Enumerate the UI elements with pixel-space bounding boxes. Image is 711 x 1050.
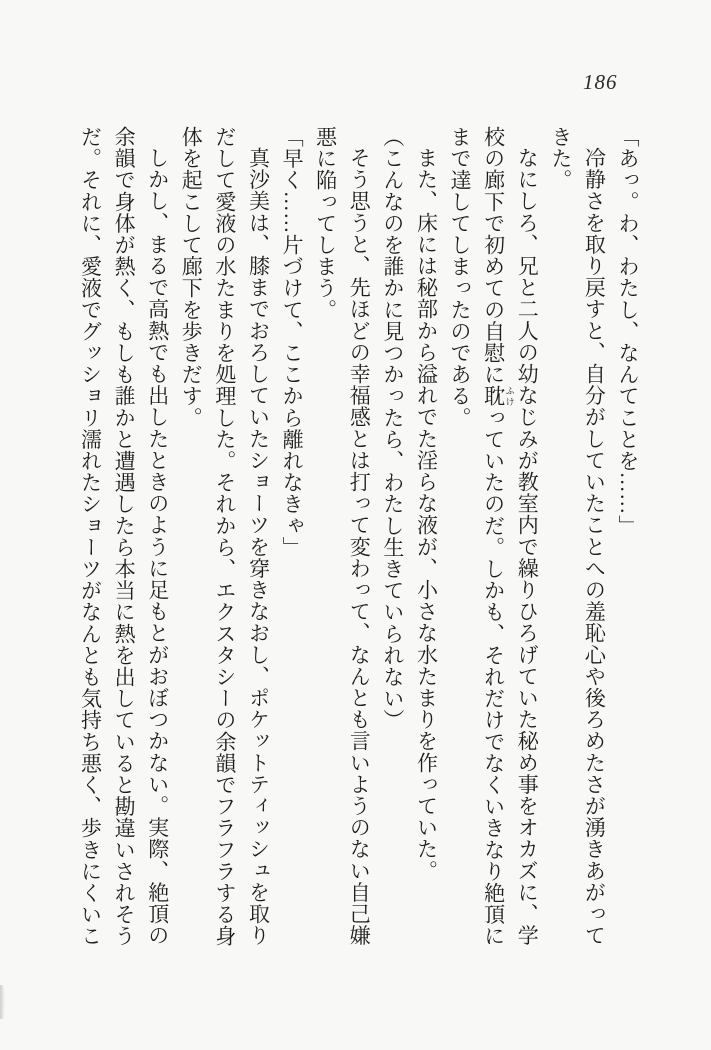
furigana-text: ふけ [504, 385, 515, 407]
paragraph-thought-5: （こんなのを誰かに見つかったら、わたし生きていられない） [380, 126, 405, 731]
paragraph-dialogue-7: 「早く……片づけて、ここから離れなきゃ」 [280, 126, 305, 558]
vertical-text-block [73, 126, 644, 950]
paragraph-3-post: っていたのだ。しかも、それだけでなくいきなり絶頂にまで達してしまったのである。 [448, 126, 506, 947]
paragraph-8: 真沙美は、膝までおろしていたショーツを穿きなおし、ポケットティッシュを取りだして愛液の水たまりを処理した。それから、エクスタシーの余韻でフラフラする身体を起こして廊下を歩きだす。 [179, 126, 271, 947]
paragraph-6: そう思うと、先ほどの幸福感とは打って変わって、なんとも言いようのない自己嫌悪に陥ってしまう。 [313, 126, 372, 947]
furigana-base: 耽 [481, 385, 506, 407]
paragraph-dialogue-1: 「あっ。わ、わたし、なんてことを……」 [616, 126, 640, 537]
page-number: 186 [583, 70, 618, 94]
paragraph-4: また、床には秘部から溢れでた淫らな液が、小さな水たまりを作っていた。 [414, 147, 439, 882]
paragraph-3-pre: なにしろ、兄と二人の幼なじみが教室内で繰りひろげていた秘め事をオカズに、学校の廊下で初めての自慰に [481, 126, 540, 947]
paragraph-3 [442, 126, 543, 950]
paragraph-9: しかし、まるで高熱でも出したときのように足もとがおぼつかない。実際、絶頂の余韻で身体が熱く、もしも誰かと遭遇したら本当に熱を出していると勘違いされそうだ。それに、愛液でグッショリ濡れたショーツがなんとも気持ち悪く、歩きにくいこ [78, 126, 170, 947]
furigana-annotation [481, 385, 515, 407]
scan-edge-artifact [0, 985, 5, 1019]
paragraph-2: 冷静さを取り戻すと、自分がしていたことへの羞恥心や後ろめたさが湧きあがってきた。 [548, 126, 607, 947]
